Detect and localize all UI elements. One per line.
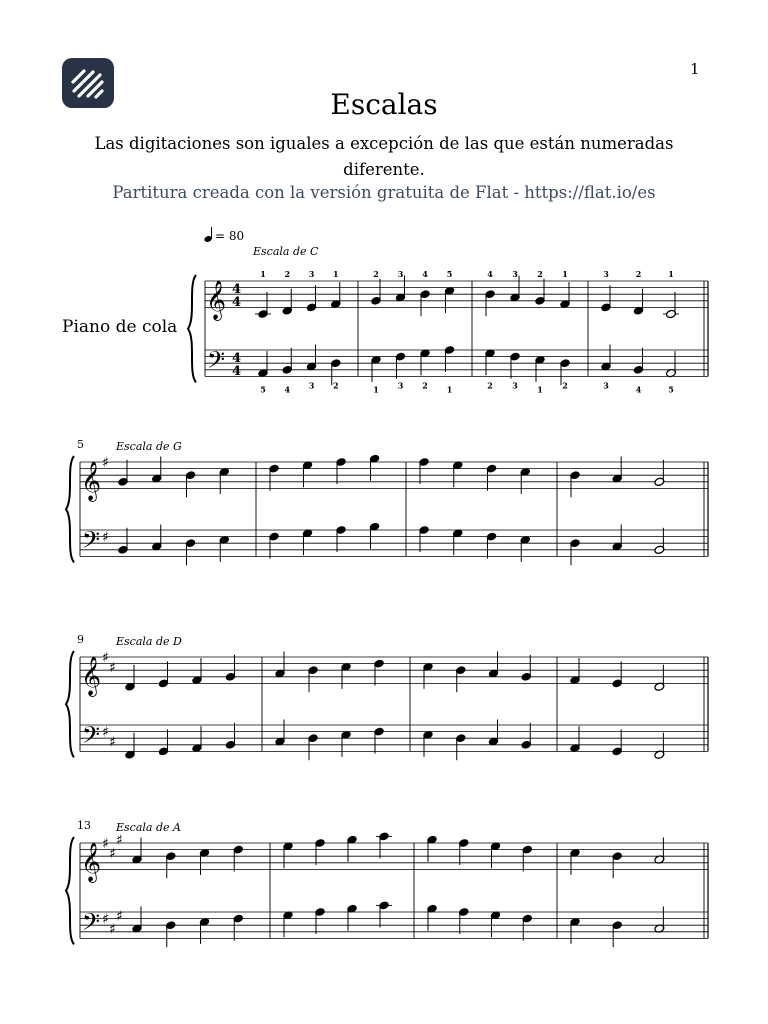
bass-fingering: 2 — [487, 380, 493, 391]
treble-fingering: 1 — [260, 269, 266, 279]
page-subtitle: Las digitaciones son iguales a excepción de las que están numeradas diferente. — [94, 134, 674, 179]
grand-staff-brace — [66, 456, 74, 562]
treble-fingering: 3 — [397, 269, 404, 279]
bar-number: 5 — [77, 438, 84, 451]
key-sharp: ♯ — [109, 734, 116, 751]
bass-fingering: 1 — [446, 384, 453, 395]
key-sharp: ♯ — [102, 836, 109, 852]
bass-fingering: 3 — [308, 380, 315, 391]
scale-label: Escala de D — [116, 635, 182, 648]
time-sig-bottom: 4 — [232, 295, 242, 310]
bass-fingering: 4 — [635, 384, 642, 395]
page-number: 1 — [690, 60, 700, 78]
grand-staff-brace — [66, 651, 74, 757]
treble-fingering: 3 — [308, 269, 315, 279]
scale-label: Escala de A — [116, 821, 181, 834]
treble-fingering: 1 — [562, 269, 568, 279]
bar-number: 13 — [77, 819, 91, 832]
key-sharp: ♯ — [116, 832, 123, 849]
key-sharp: ♯ — [102, 529, 109, 546]
key-sharp: ♯ — [116, 908, 123, 925]
grand-staff-brace — [66, 837, 74, 944]
key-sharp: ♯ — [102, 724, 109, 741]
treble-fingering: 5 — [446, 269, 453, 279]
bass-fingering: 2 — [422, 380, 428, 391]
bass-clef: 𝄢 — [207, 346, 226, 379]
treble-fingering: 4 — [422, 269, 428, 279]
treble-fingering: 2 — [373, 269, 379, 279]
bass-fingering: 3 — [603, 380, 609, 391]
bass-fingering: 3 — [512, 380, 518, 391]
time-sig-top: 4 — [232, 351, 242, 366]
bass-clef: 𝄢 — [82, 908, 101, 941]
treble-fingering: 2 — [537, 269, 543, 279]
treble-fingering: 3 — [603, 269, 609, 279]
credit-line: Partitura creada con la versión gratuita de Flat - https://flat.io/es — [112, 183, 656, 202]
bass-fingering: 5 — [260, 384, 266, 395]
bass-clef: 𝄢 — [82, 721, 101, 754]
bass-fingering: 2 — [332, 380, 339, 391]
treble-fingering: 4 — [487, 269, 493, 279]
treble-clef: 𝄞 — [81, 656, 102, 696]
bass-fingering: 4 — [284, 384, 291, 395]
time-sig-top: 4 — [232, 282, 242, 297]
page-title: Escalas — [330, 88, 438, 121]
treble-fingering: 3 — [512, 269, 518, 279]
treble-fingering: 2 — [284, 269, 291, 279]
time-sig-bottom: 4 — [232, 364, 242, 379]
key-sharp: ♯ — [109, 659, 116, 676]
bass-clef: 𝄢 — [82, 526, 101, 559]
key-sharp: ♯ — [109, 845, 116, 862]
instrument-name: Piano de cola — [62, 317, 178, 337]
treble-clef: 𝄞 — [81, 461, 102, 501]
treble-fingering: 2 — [635, 269, 642, 279]
bass-fingering: 5 — [668, 384, 674, 395]
tempo-marking: = 80 — [215, 229, 245, 243]
key-sharp: ♯ — [102, 911, 109, 928]
scale-label: Escala de C — [253, 245, 319, 258]
treble-clef: 𝄞 — [206, 280, 227, 320]
bass-fingering: 2 — [562, 380, 568, 391]
treble-fingering: 1 — [332, 269, 339, 279]
bass-fingering: 1 — [537, 384, 543, 395]
bass-fingering: 3 — [397, 380, 404, 391]
key-sharp: ♯ — [109, 921, 116, 938]
bass-fingering: 1 — [373, 384, 379, 395]
key-sharp: ♯ — [102, 455, 109, 471]
scale-label: Escala de G — [116, 440, 182, 453]
grand-staff-brace — [188, 275, 196, 382]
key-sharp: ♯ — [102, 650, 109, 666]
bar-number: 9 — [77, 633, 84, 646]
treble-clef: 𝄞 — [81, 842, 102, 882]
treble-fingering: 1 — [668, 269, 674, 279]
